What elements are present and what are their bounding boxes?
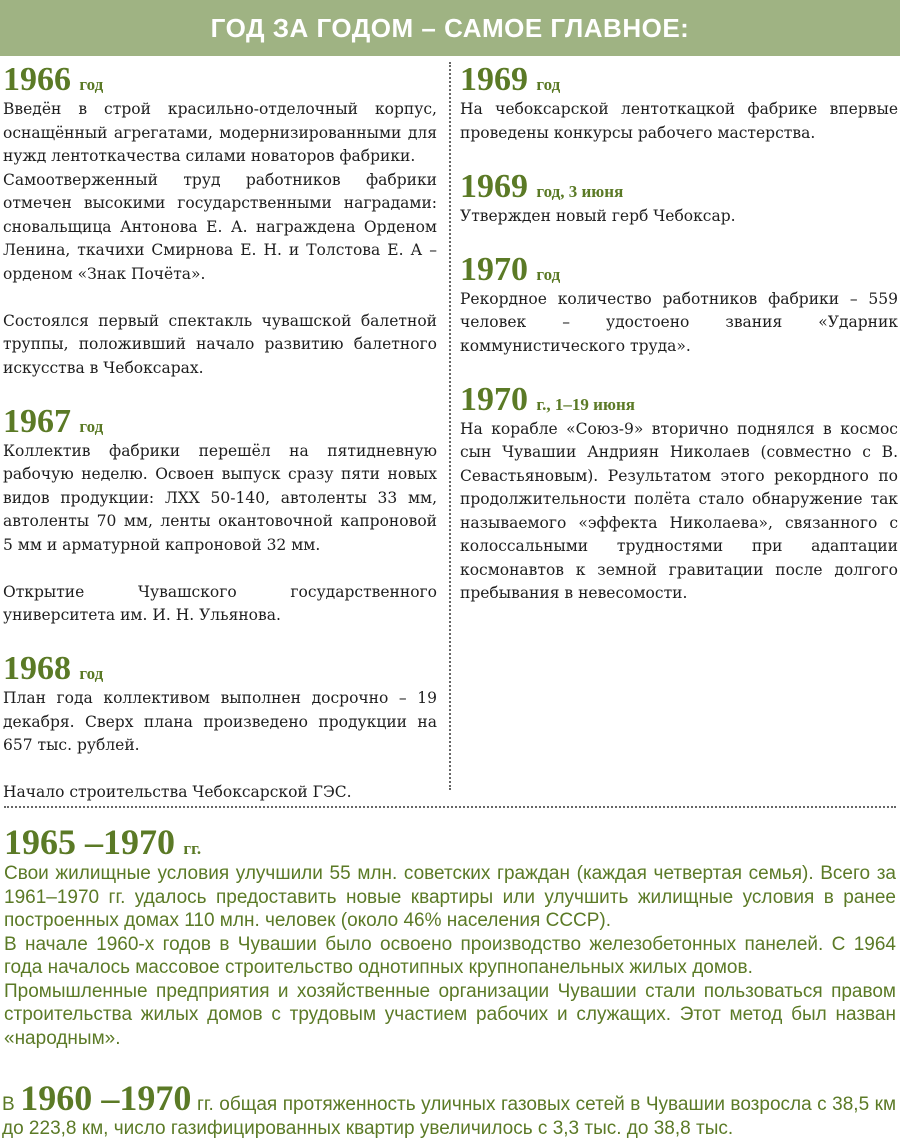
entry-text: Рекордное количество работников фабрики – 559 человек – удостоено звания «Ударник коммунистического труда». (460, 289, 898, 355)
entry-text: На корабле «Союз-9» вторично поднялся в космос сын Чувашии Андриян Николаев (совместно с В. Севастьяновым). Результатом этого рекордного по продолжительности полёта стало обнаружение так называемого «эффекта Николаева», связанного с колоссальными трудностями при адаптации космонавтов к земной гравитации после долгого пребывания в невесомости. (460, 419, 898, 602)
section-divider (4, 806, 896, 808)
entry-1966 (3, 62, 437, 380)
entry-1969-june (460, 169, 898, 229)
summary-text: Свои жилищные условия улучшили 55 млн. советских граждан (каждая четвертая семья). Всего за 1961–1970 гг. удалось предоставить новые квартиры или улучшить жилищные условия в ранее построенных домах 110 млн. человек (около 46% населения СССР). (4, 863, 896, 931)
entry-1969 (460, 62, 898, 145)
year-heading: 1967 год (3, 402, 104, 440)
section-banner (0, 0, 900, 56)
right-column (460, 62, 898, 606)
entry-text: Самоотверженный труд работников фабрики отмечен высокими государственными наградами: сновальщица Антонова Е. А. награждена Орденом Ленина, ткачихи Смирнова Е. Н. и Толстова Е. А – орденом «Знак Почёта». (3, 170, 437, 283)
year-heading: 1966 год (3, 61, 104, 98)
entry-1970 (460, 252, 898, 359)
banner-title: ГОД ЗА ГОДОМ – САМОЕ ГЛАВНОЕ: (210, 12, 690, 43)
summary-text: В начале 1960-х годов в Чувашии было освоено производство железобетонных панелей. С 1964 года началось массовое строительство однотипных крупнопанельных жилых домов. (4, 933, 896, 978)
summary-text: Промышленные предприятия и хозяйственные организации Чувашии стали пользоваться правом строительства жилых домов с трудовым участием рабочих и служащих. Этот метод был назван «народным». (4, 980, 896, 1049)
year-heading: 1969 год, 3 июня (460, 167, 624, 205)
year-heading: 1968 год (3, 650, 104, 687)
entry-text: На чебоксарской лентоткацкой фабрике впервые проведены конкурсы рабочего мастерства. (460, 100, 898, 142)
statement-year: 1960 –1970 (20, 1078, 192, 1118)
year-heading: 1969 год (460, 61, 561, 98)
entry-1968 (3, 651, 437, 805)
column-divider (449, 62, 451, 790)
year-heading: 1970 год (460, 250, 561, 288)
entry-text: Открытие Чувашского государственного университета им. И. Н. Ульянова. (3, 582, 437, 624)
entry-text: Утвержден новый герб Чебоксар. (460, 206, 736, 225)
entry-text: Введён в строй красильно-отделочный корпус, оснащённый агрегатами, модернизированными для нужд лентоткачества силами новаторов фабрики. (3, 100, 437, 165)
gas-network-statement (2, 1078, 897, 1141)
statement-text: гг. общая протяженность уличных газовых сетей в Чувашии возросла с 38,5 км до 223,8 км, число газифицированных квартир увеличилось с 3,3 тыс. до 38,8 тыс. (2, 1094, 897, 1139)
left-column (3, 62, 437, 805)
entry-1967 (3, 404, 437, 628)
entry-text: Начало строительства Чебоксарской ГЭС. (3, 783, 352, 801)
entry-1970-june (460, 382, 898, 606)
summary-section (4, 822, 896, 1050)
entry-text: План года коллективом выполнен досрочно – 19 декабря. Сверх плана произведено продукции на 657 тыс. рублей. (3, 689, 437, 754)
entry-text: Состоялся первый спектакль чувашской балетной труппы, положивший начало развитию балетного искусства в Чебоксарах. (3, 311, 437, 377)
entry-text: Коллектив фабрики перешёл на пятидневную рабочую неделю. Освоен выпуск сразу пяти новых видов продукции: ЛХХ 50-140, автоленты 33 мм, автоленты 70 мм, ленты окантовочной капроновой 5 мм и арматурной капроновой 32 мм. (3, 441, 437, 554)
statement-prefix: В (2, 1094, 15, 1115)
year-heading: 1965 –1970 гг. (4, 822, 202, 862)
year-heading: 1970 г., 1–19 июня (460, 380, 635, 418)
